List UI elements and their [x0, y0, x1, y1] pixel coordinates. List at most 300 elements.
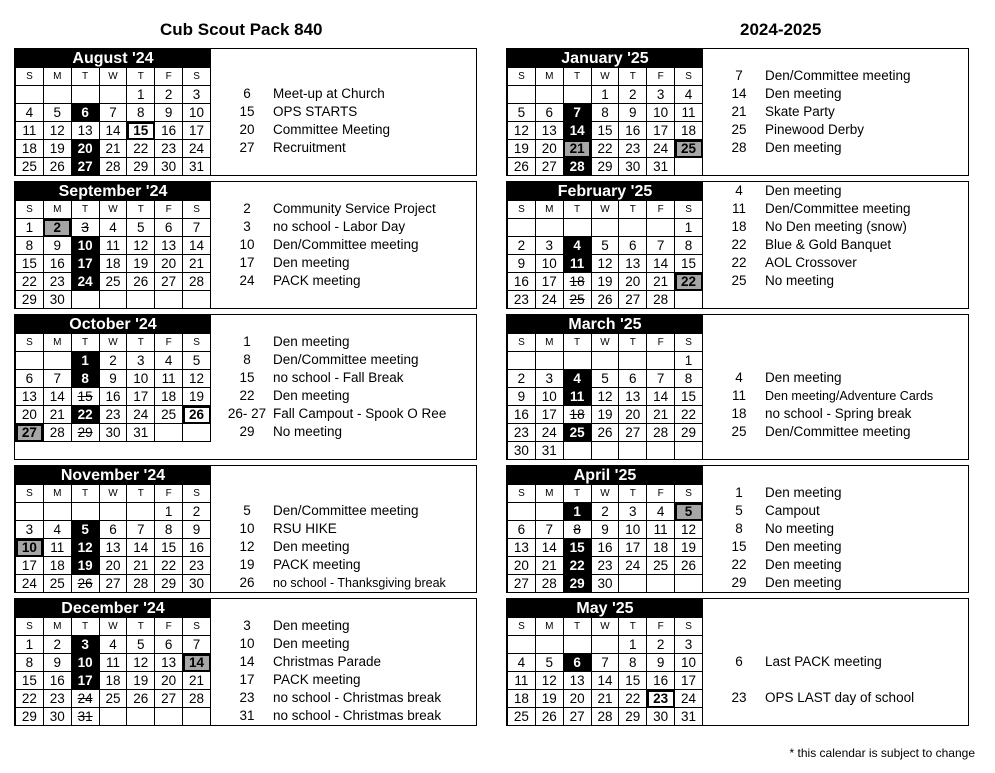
day-cell: 13 [508, 539, 536, 557]
day-cell: 10 [619, 521, 647, 539]
day-cell: 30 [508, 442, 536, 460]
empty-day-cell [508, 219, 536, 237]
day-cell: 21 [563, 140, 591, 158]
event-entry [211, 405, 476, 423]
day-cell: 4 [99, 219, 127, 237]
day-cell: 26 [535, 708, 563, 726]
day-cell: 10 [535, 255, 563, 273]
day-cell: 26 [591, 424, 619, 442]
empty-day-cell [16, 352, 44, 370]
event-text: Den meeting [273, 388, 350, 403]
month-panel [506, 465, 969, 593]
day-cell: 12 [535, 672, 563, 690]
day-cell: 30 [591, 575, 619, 593]
weekday-header: F [155, 68, 183, 86]
weekday-header: S [183, 618, 211, 636]
empty-day-cell [16, 503, 44, 521]
day-cell: 29 [155, 575, 183, 593]
day-cell: 2 [183, 503, 211, 521]
month-calendar [15, 315, 211, 442]
event-entry [211, 85, 476, 103]
week-row [508, 690, 703, 708]
day-cell: 23 [619, 140, 647, 158]
event-day: 11 [731, 201, 746, 216]
empty-day-cell [563, 86, 591, 104]
week-row [16, 237, 211, 255]
day-cell: 1 [619, 636, 647, 654]
week-row [16, 352, 211, 370]
week-row [508, 122, 703, 140]
day-cell: 14 [127, 539, 155, 557]
weekday-header: W [99, 334, 127, 352]
week-row [16, 690, 211, 708]
weekday-header: T [71, 618, 99, 636]
day-cell: 22 [155, 557, 183, 575]
week-row [508, 140, 703, 158]
day-cell: 25 [99, 690, 127, 708]
weekday-header: F [647, 618, 675, 636]
week-row [508, 636, 703, 654]
event-text: Fall Campout - Spook O Ree [273, 406, 447, 421]
day-cell: 31 [535, 442, 563, 460]
event-entry [703, 574, 968, 592]
day-cell: 19 [675, 539, 703, 557]
day-cell: 28 [43, 424, 71, 442]
week-row [508, 219, 703, 237]
day-cell: 17 [535, 406, 563, 424]
event-day: 11 [731, 388, 746, 403]
week-row [508, 370, 703, 388]
day-cell: 16 [183, 539, 211, 557]
event-day: 29 [731, 575, 747, 590]
empty-day-cell [647, 219, 675, 237]
week-row [16, 557, 211, 575]
day-cell: 6 [535, 104, 563, 122]
empty-day-cell [563, 352, 591, 370]
weekday-header: T [563, 485, 591, 503]
month-title: January '25 [508, 50, 703, 68]
week-row [16, 388, 211, 406]
weekday-header: T [563, 334, 591, 352]
week-row [16, 122, 211, 140]
week-row [16, 539, 211, 557]
day-cell: 12 [127, 654, 155, 672]
day-cell: 24 [535, 291, 563, 309]
day-cell: 7 [183, 636, 211, 654]
day-cell: 15 [155, 539, 183, 557]
empty-day-cell [619, 219, 647, 237]
weekday-header: F [647, 334, 675, 352]
weekday-header: F [155, 201, 183, 219]
empty-day-cell [619, 442, 647, 460]
weekday-header: F [155, 485, 183, 503]
weekday-header: T [563, 68, 591, 86]
day-cell: 9 [508, 255, 536, 273]
day-cell: 16 [43, 255, 71, 273]
day-cell: 4 [563, 237, 591, 255]
event-entry [703, 121, 968, 139]
day-cell: 1 [16, 636, 44, 654]
day-cell: 24 [647, 140, 675, 158]
empty-day-cell [535, 219, 563, 237]
weekday-header: F [155, 618, 183, 636]
event-entry [211, 218, 476, 236]
day-cell: 16 [508, 273, 536, 291]
event-entry [703, 139, 968, 157]
day-cell: 21 [183, 255, 211, 273]
day-cell: 26 [183, 406, 211, 424]
day-cell: 24 [16, 575, 44, 593]
weekday-header: F [647, 201, 675, 219]
day-cell: 4 [99, 636, 127, 654]
week-row [508, 503, 703, 521]
day-cell: 26 [127, 690, 155, 708]
day-cell: 27 [535, 158, 563, 176]
month-panel [14, 181, 477, 309]
event-entry [703, 423, 968, 441]
day-cell: 15 [675, 255, 703, 273]
day-cell: 13 [99, 539, 127, 557]
day-cell: 26 [675, 557, 703, 575]
event-entry [703, 218, 968, 236]
event-entry [703, 484, 968, 502]
day-cell: 13 [619, 388, 647, 406]
day-cell: 20 [155, 672, 183, 690]
event-entry [703, 85, 968, 103]
day-cell: 16 [155, 122, 183, 140]
day-cell: 26 [127, 273, 155, 291]
day-cell: 12 [591, 255, 619, 273]
event-day: 25 [731, 273, 747, 288]
day-cell: 27 [619, 424, 647, 442]
day-cell: 17 [71, 255, 99, 273]
day-cell: 9 [183, 521, 211, 539]
event-text: Den meeting [273, 255, 350, 270]
weekday-header: W [591, 334, 619, 352]
event-text: Pinewood Derby [765, 122, 865, 137]
day-cell: 3 [71, 636, 99, 654]
month-panel [506, 598, 969, 726]
day-cell: 13 [16, 388, 44, 406]
day-cell: 28 [535, 575, 563, 593]
weekday-header: W [99, 618, 127, 636]
week-row [16, 654, 211, 672]
day-cell: 28 [127, 575, 155, 593]
month-panel [506, 48, 969, 176]
day-cell: 11 [647, 521, 675, 539]
day-cell: 29 [675, 424, 703, 442]
day-cell: 28 [647, 424, 675, 442]
event-day: 21 [731, 104, 747, 119]
day-cell: 19 [71, 557, 99, 575]
event-day: 28 [731, 140, 747, 155]
day-cell: 18 [99, 672, 127, 690]
day-cell: 20 [71, 140, 99, 158]
day-cell: 8 [675, 370, 703, 388]
event-day: 18 [731, 219, 747, 234]
weekday-header: F [647, 485, 675, 503]
day-cell: 14 [99, 122, 127, 140]
empty-day-cell [675, 291, 703, 309]
day-cell: 27 [155, 690, 183, 708]
event-text: No meeting [765, 273, 835, 288]
day-cell: 29 [71, 424, 99, 442]
event-text: OPS LAST day of school [765, 690, 915, 705]
empty-day-cell [155, 424, 183, 442]
empty-day-cell [99, 708, 127, 726]
event-text: no school - Labor Day [273, 219, 406, 234]
weekday-header: T [619, 618, 647, 636]
day-cell: 3 [675, 636, 703, 654]
day-cell: 20 [508, 557, 536, 575]
empty-day-cell [99, 291, 127, 309]
day-cell: 2 [647, 636, 675, 654]
event-entry [211, 236, 476, 254]
day-cell: 7 [183, 219, 211, 237]
day-cell: 17 [675, 672, 703, 690]
day-cell: 3 [16, 521, 44, 539]
empty-day-cell [155, 708, 183, 726]
event-day: 1 [243, 334, 251, 349]
month-calendar [507, 315, 703, 460]
event-text: Den meeting [765, 539, 842, 554]
month-panel [14, 465, 477, 593]
day-cell: 14 [183, 237, 211, 255]
day-cell: 22 [127, 140, 155, 158]
event-day: 24 [239, 273, 255, 288]
week-row [16, 86, 211, 104]
empty-day-cell [99, 86, 127, 104]
day-cell: 26 [591, 291, 619, 309]
day-cell: 3 [71, 219, 99, 237]
weekday-header: M [43, 201, 71, 219]
day-cell: 10 [183, 104, 211, 122]
weekday-header: S [16, 618, 44, 636]
weekday-header: S [675, 201, 703, 219]
day-cell: 23 [155, 140, 183, 158]
event-day: 8 [735, 521, 743, 536]
day-cell: 22 [591, 140, 619, 158]
week-row [508, 575, 703, 593]
day-cell: 21 [647, 406, 675, 424]
weekday-header: S [675, 68, 703, 86]
day-cell: 11 [563, 255, 591, 273]
event-text: Den/Committee meeting [273, 237, 419, 252]
day-cell: 28 [183, 273, 211, 291]
event-text: Skate Party [765, 104, 835, 119]
day-cell: 8 [16, 237, 44, 255]
empty-day-cell [591, 352, 619, 370]
event-text: PACK meeting [273, 672, 361, 687]
event-day: 22 [731, 237, 747, 252]
day-cell: 11 [43, 539, 71, 557]
day-cell: 12 [183, 370, 211, 388]
event-text: Den/Committee meeting [765, 68, 911, 83]
day-cell: 22 [619, 690, 647, 708]
event-day: 25 [731, 424, 747, 439]
day-cell: 5 [127, 219, 155, 237]
day-cell: 4 [508, 654, 536, 672]
day-cell: 9 [591, 521, 619, 539]
week-row [508, 442, 703, 460]
empty-day-cell [71, 503, 99, 521]
empty-day-cell [155, 291, 183, 309]
weekday-header: T [127, 201, 155, 219]
event-text: Campout [765, 503, 820, 518]
day-cell: 3 [647, 86, 675, 104]
event-day: 5 [243, 503, 251, 518]
weekday-header: M [535, 485, 563, 503]
event-text: Committee Meeting [273, 122, 391, 137]
weekday-header: S [508, 201, 536, 219]
school-year: 2024-2025 [740, 20, 822, 39]
day-cell: 18 [43, 557, 71, 575]
month-title: December '24 [16, 600, 211, 618]
day-cell: 30 [43, 291, 71, 309]
event-entry [211, 254, 476, 272]
day-cell: 6 [99, 521, 127, 539]
event-day: 26- 27 [227, 406, 267, 421]
event-entry [703, 538, 968, 556]
day-cell: 17 [183, 122, 211, 140]
week-row [16, 424, 211, 442]
event-text: AOL Crossover [765, 255, 857, 270]
event-text: no school - Thanksgiving break [273, 576, 446, 590]
day-cell: 23 [508, 424, 536, 442]
event-entry [211, 617, 476, 635]
day-cell: 7 [99, 104, 127, 122]
day-cell: 12 [675, 521, 703, 539]
day-cell: 31 [675, 708, 703, 726]
day-cell: 19 [591, 406, 619, 424]
day-cell: 20 [563, 690, 591, 708]
day-cell: 10 [16, 539, 44, 557]
event-text: Blue & Gold Banquet [765, 237, 892, 252]
day-cell: 11 [508, 672, 536, 690]
day-cell: 30 [99, 424, 127, 442]
day-cell: 3 [183, 86, 211, 104]
event-day: 15 [239, 370, 255, 385]
event-day: 31 [239, 708, 255, 723]
event-entry [703, 405, 968, 423]
day-cell: 4 [155, 352, 183, 370]
empty-day-cell [508, 503, 536, 521]
event-text: Community Service Project [273, 201, 436, 216]
weekday-header: M [535, 618, 563, 636]
day-cell: 15 [16, 672, 44, 690]
empty-day-cell [43, 86, 71, 104]
weekday-header: W [99, 68, 127, 86]
empty-day-cell [183, 708, 211, 726]
event-text: Den meeting [765, 370, 842, 385]
event-entry [703, 254, 968, 272]
weekday-header: S [183, 201, 211, 219]
day-cell: 5 [183, 352, 211, 370]
day-cell: 5 [675, 503, 703, 521]
day-cell: 23 [647, 690, 675, 708]
day-cell: 5 [508, 104, 536, 122]
day-cell: 9 [647, 654, 675, 672]
day-cell: 8 [619, 654, 647, 672]
day-cell: 14 [647, 388, 675, 406]
weekday-header: T [71, 68, 99, 86]
event-text: no school - Spring break [765, 406, 912, 421]
day-cell: 24 [675, 690, 703, 708]
event-entry [211, 671, 476, 689]
month-panel [14, 314, 477, 460]
event-text: Last PACK meeting [765, 654, 882, 669]
day-cell: 28 [647, 291, 675, 309]
event-entry [703, 502, 968, 520]
event-entry [211, 103, 476, 121]
month-title: September '24 [16, 183, 211, 201]
weekday-header: M [535, 201, 563, 219]
event-text: Den/Committee meeting [273, 503, 419, 518]
day-cell: 7 [535, 521, 563, 539]
day-cell: 28 [591, 708, 619, 726]
day-cell: 7 [563, 104, 591, 122]
event-text: Den meeting/Adventure Cards [765, 389, 934, 403]
event-text: no school - Christmas break [273, 690, 442, 705]
day-cell: 8 [591, 104, 619, 122]
day-cell: 31 [183, 158, 211, 176]
empty-day-cell [535, 503, 563, 521]
event-day: 25 [731, 122, 747, 137]
month-panel [506, 181, 969, 309]
day-cell: 1 [155, 503, 183, 521]
day-cell: 6 [563, 654, 591, 672]
month-title: April '25 [508, 467, 703, 485]
day-cell: 20 [535, 140, 563, 158]
event-text: PACK meeting [273, 273, 361, 288]
event-text: Den meeting [273, 636, 350, 651]
event-entry [703, 67, 968, 85]
empty-day-cell [127, 708, 155, 726]
weekday-header: S [508, 68, 536, 86]
empty-day-cell [43, 352, 71, 370]
month-panel [14, 598, 477, 726]
day-cell: 22 [16, 273, 44, 291]
weekday-header: M [43, 618, 71, 636]
event-day: 10 [239, 636, 255, 651]
week-row [508, 352, 703, 370]
day-cell: 25 [155, 406, 183, 424]
event-day: 26 [239, 575, 255, 590]
event-entry [211, 351, 476, 369]
event-entry [211, 423, 476, 441]
weekday-header: M [43, 68, 71, 86]
event-entry [211, 387, 476, 405]
day-cell: 10 [647, 104, 675, 122]
day-cell: 10 [71, 237, 99, 255]
day-cell: 14 [183, 654, 211, 672]
day-cell: 5 [127, 636, 155, 654]
day-cell: 21 [127, 557, 155, 575]
event-entry [703, 200, 968, 218]
month-calendar [15, 599, 211, 726]
weekday-header: W [99, 201, 127, 219]
month-calendar [507, 466, 703, 593]
week-row [508, 291, 703, 309]
day-cell: 8 [675, 237, 703, 255]
day-cell: 1 [563, 503, 591, 521]
event-entry [703, 272, 968, 290]
day-cell: 5 [535, 654, 563, 672]
day-cell: 16 [99, 388, 127, 406]
day-cell: 14 [591, 672, 619, 690]
day-cell: 25 [563, 424, 591, 442]
empty-day-cell [619, 352, 647, 370]
